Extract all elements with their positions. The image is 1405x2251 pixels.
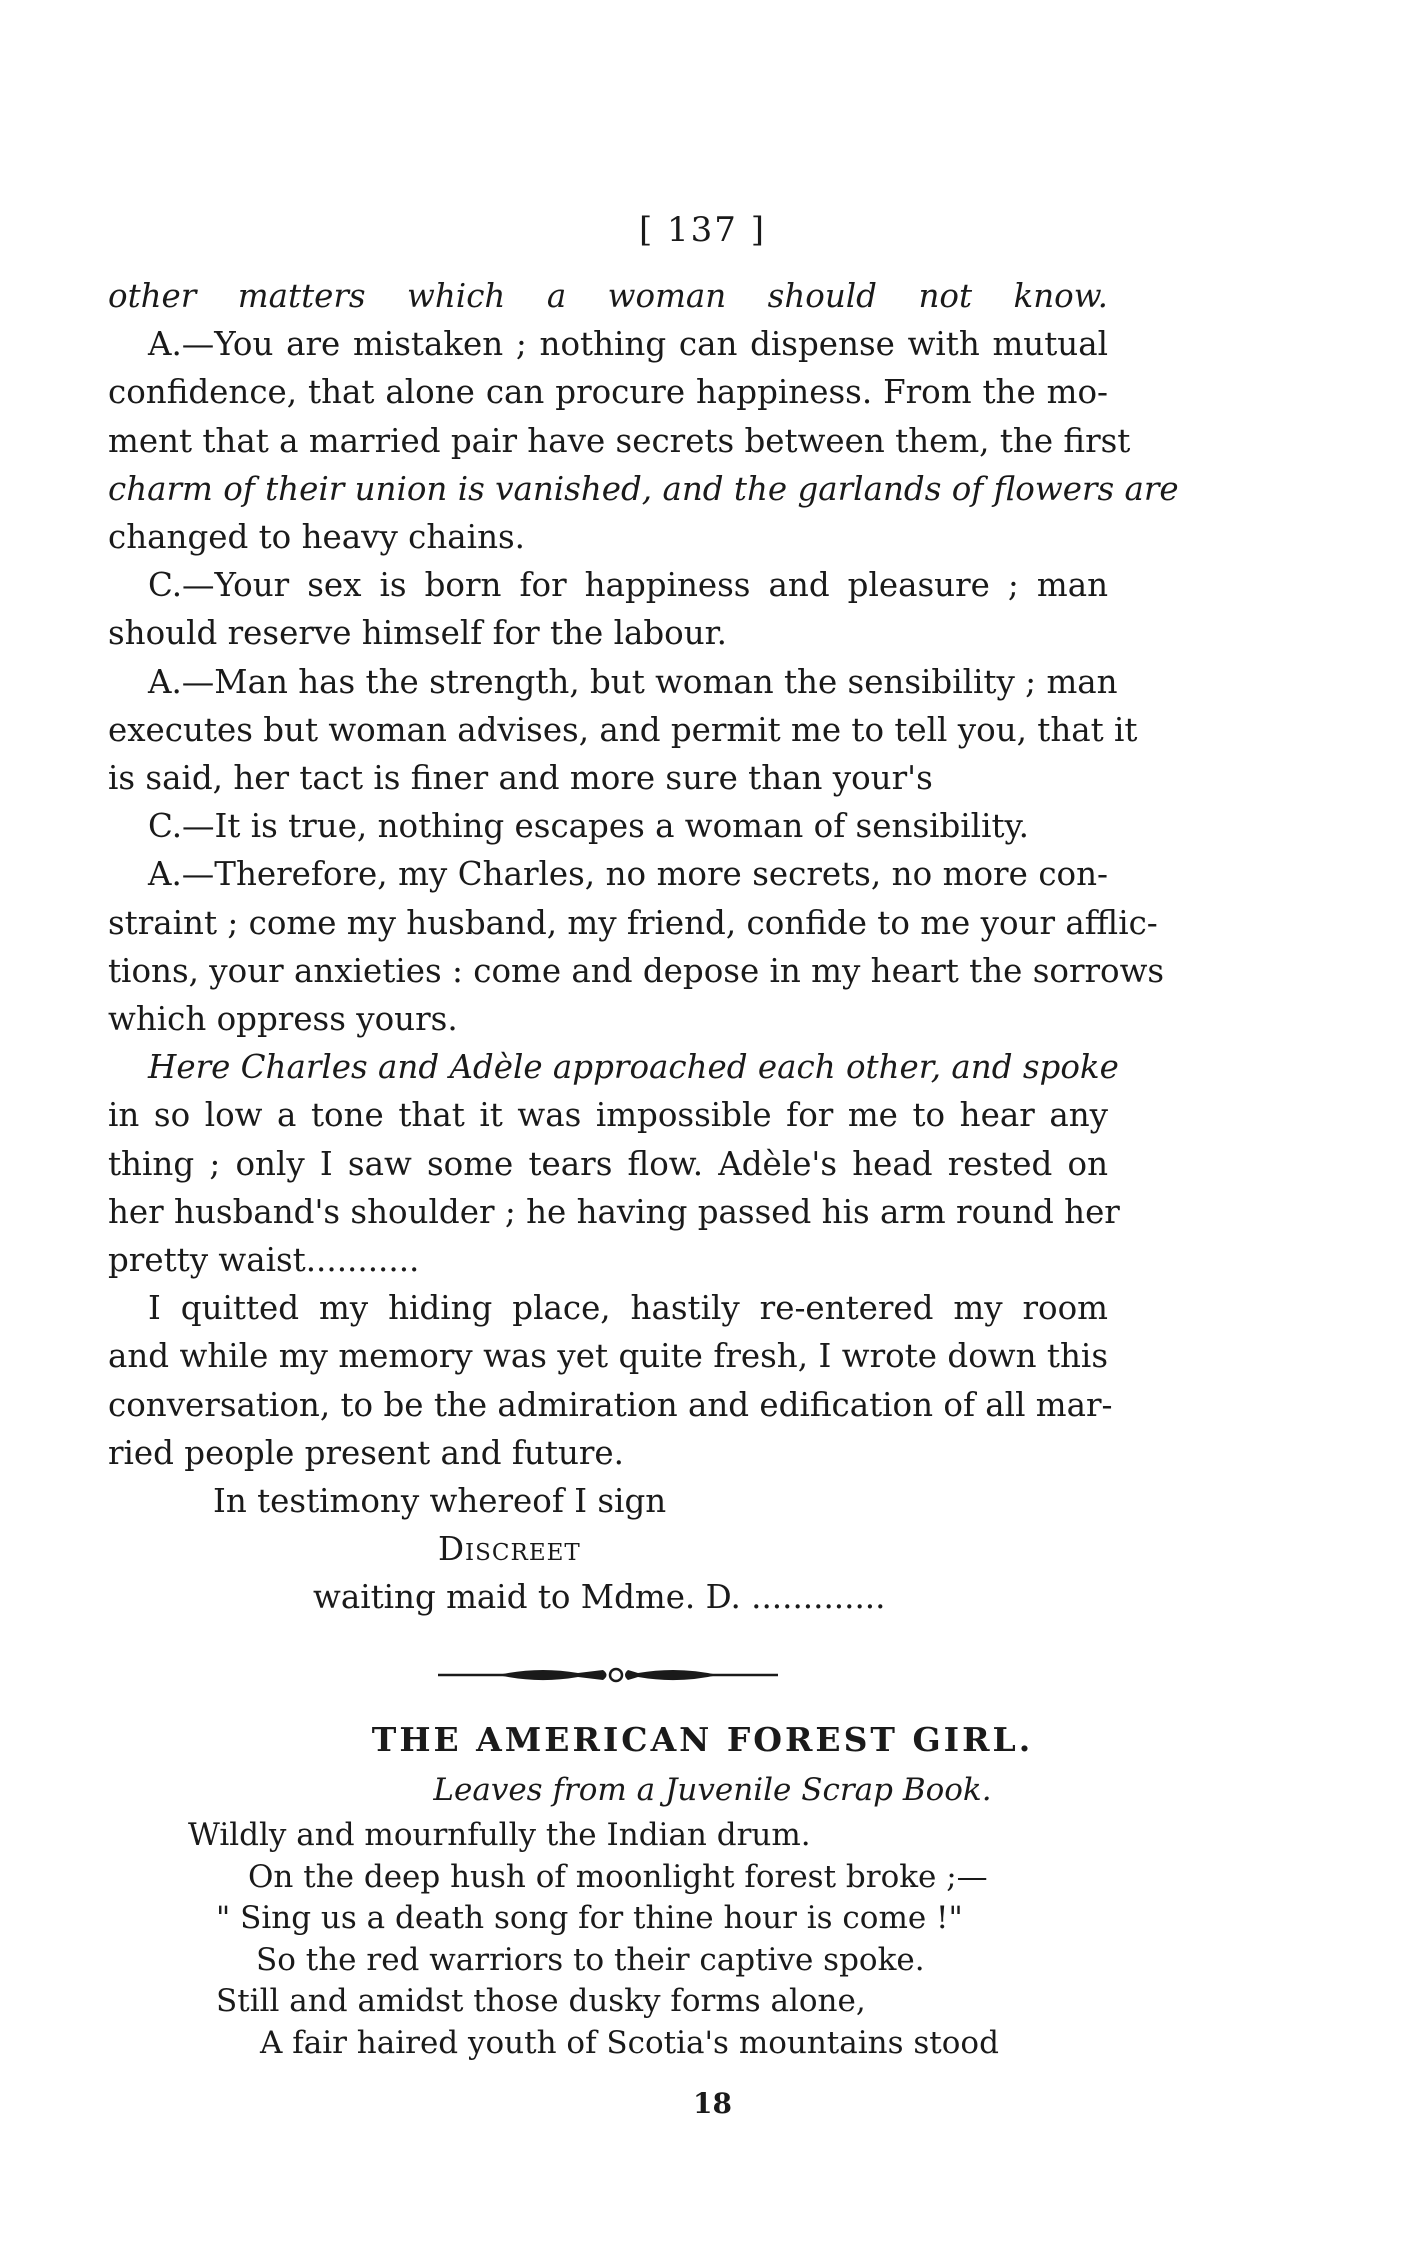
dialogue-text [108, 272, 1179, 1622]
page-number-header: [ 137 ] [638, 210, 767, 250]
signature-line: In testimony whereof I sign [213, 1482, 667, 1521]
poem-text [188, 1815, 1088, 2064]
text-line: her husband's shoulder ; he having passed his arm round her [108, 1192, 1120, 1231]
poem-line: Wildly and mournfully the Indian drum. [188, 1817, 811, 1853]
text-line: I quitted my hiding place, hastily re-entered my room [148, 1289, 1108, 1328]
text-line: tions, your anxieties : come and depose in my heart the sorrows [108, 951, 1165, 990]
text-line: conversation, to be the admiration and edification of all mar- [108, 1385, 1113, 1424]
text-line: Here Charles and Adèle approached each other, and spoke [148, 1048, 1119, 1087]
signature-folio: 18 [693, 2087, 732, 2120]
text-line: in so low a tone that it was impossible for me to hear any [108, 1096, 1108, 1135]
poem-line: On the deep hush of moonlight forest broke ;— [248, 1858, 988, 1895]
text-line: C.—Your sex is born for happiness and pleasure ; man [148, 566, 1108, 605]
text-line: thing ; only I saw some tears flow. Adèle's head rested on [108, 1144, 1108, 1183]
text-line: A.—Man has the strength, but woman the sensibility ; man [148, 662, 1118, 701]
ornament-divider-icon [438, 1660, 778, 1690]
text-line: charm of their union is vanished, and the garlands of flowers are [108, 469, 1179, 508]
text-line: is said, her tact is finer and more sure than your's [108, 759, 933, 798]
text-line: which oppress yours. [108, 1000, 458, 1039]
text-line: A.—Therefore, my Charles, no more secrets, no more con- [148, 855, 1108, 894]
poem-line: Still and amidst those dusky forms alone, [216, 1983, 866, 2019]
poem-subtitle: Leaves from a Juvenile Scrap Book. [433, 1772, 992, 1808]
text-line: pretty waist........... [108, 1241, 420, 1280]
text-line: should reserve himself for the labour. [108, 614, 727, 653]
poem-line: A fair haired youth of Scotia's mountains stood [260, 2024, 999, 2061]
text-line: other matters which a woman should not know. [108, 277, 1108, 315]
poem-line: " Sing us a death song for thine hour is come !" [216, 1900, 963, 1936]
text-line: executes but woman advises, and permit me to tell you, that it [108, 710, 1138, 749]
poem-title: THE AMERICAN FOREST GIRL. [371, 1720, 1034, 1759]
text-line: ried people present and future. [108, 1433, 624, 1472]
text-line: straint ; come my husband, my friend, confide to me your afflic- [108, 903, 1158, 942]
poem-line: So the red warriors to their captive spoke. [256, 1941, 925, 1978]
text-line: C.—It is true, nothing escapes a woman of sensibility. [148, 807, 1029, 846]
text-line: changed to heavy chains. [108, 518, 526, 557]
text-line: ment that a married pair have secrets between them, the first [108, 421, 1131, 460]
text-line: A.—You are mistaken ; nothing can dispense with mutual [148, 325, 1108, 364]
signature-title: waiting maid to Mdme. D. ............. [313, 1578, 886, 1617]
signature-name: Discreet [438, 1530, 581, 1569]
text-line: confidence, that alone can procure happiness. From the mo- [108, 373, 1108, 412]
text-line: and while my memory was yet quite fresh, I wrote down this [108, 1337, 1108, 1376]
